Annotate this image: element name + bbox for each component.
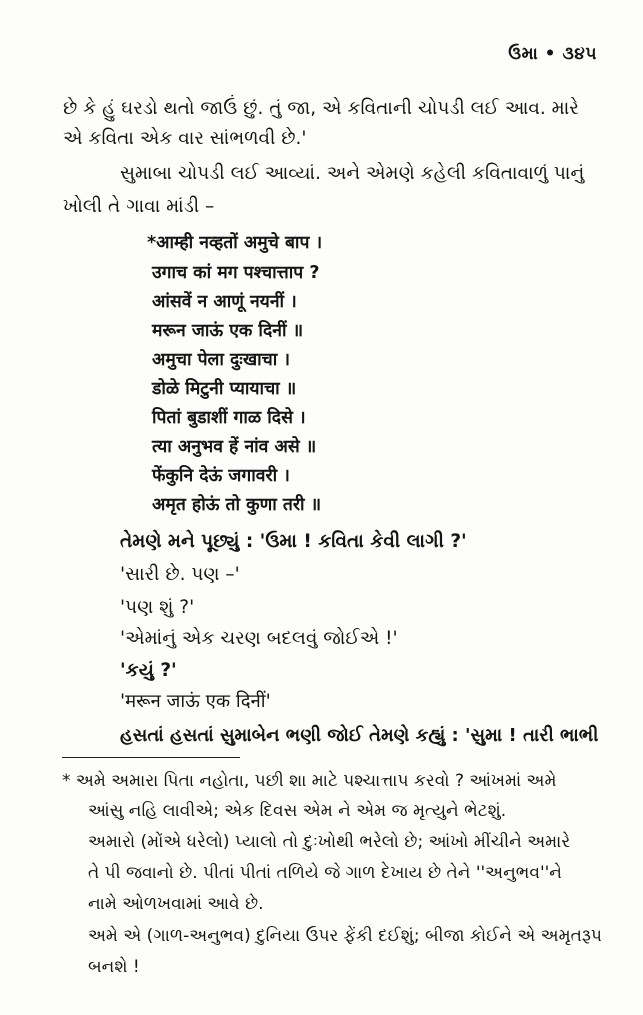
dialogue-line: તેમણે મને પૂછ્યું : 'ઉમા ! કવિતા કેવી લાગી ?' (120, 531, 467, 552)
dialogue-line: 'સારી છે. પણ –' (120, 564, 240, 585)
poem-line: त्या अनुभव हें नांव असे ॥ (152, 437, 317, 457)
footnote-line: અમે એ (ગાળ-અનુભવ) દુનિયા ઉપર ફેંકી દઈશું; બીજા કોઈને એ અમૃતરૂપ (88, 926, 602, 946)
dialogue-line: 'मरून जाऊं एक दिनीं' (120, 691, 271, 712)
poem-line: *आम्ही नव्हतों अमुचे बाप । (147, 233, 323, 253)
footnote-line: તે પી જવાનો છે. પીતાં પીતાં તળિયે જે ગાળ દેખાય છે તેને ''અનુભવ''ને (88, 863, 562, 883)
poem-line: आंसवें न आणूं नयनीं । (152, 292, 297, 312)
poem-line: अमृत होऊं तो कुणा तरी ॥ (152, 495, 322, 515)
footnote-line: નામે ઓળખવામાં આવે છે. (88, 894, 264, 914)
footnote-line: * અમે અમારા પિતા નહોતા, પછી શા માટે પશ્ચાત્તાપ કરવો ? આંખમાં અમે (62, 771, 557, 791)
body-line: સુમાબા ચોપડી લઈ આવ્યાં. અને એમણે કહેલી કવિતાવાળું પાનું (120, 163, 585, 184)
footnote-divider (62, 757, 240, 758)
poem-line: पितां बुडाशीं गाळ दिसे । (152, 408, 306, 428)
dialogue-line: 'પણ શું ?' (120, 597, 195, 618)
poem-line: अमुचा पेला दुःखाचा । (152, 350, 291, 370)
poem-line: मरून जाऊं एक दिनीं ॥ (152, 321, 304, 341)
body-line: ખોલી તે ગાવા માંડી – (63, 196, 215, 217)
running-head: ઉમા • ૩૪૫ (508, 44, 597, 64)
footnote-line: બનશે ! (88, 957, 140, 977)
dialogue-line: હસતાં હસતાં સુમાબેન ભણી જોઈ તેમણે કહ્યું : 'સુમા ! તારી ભાભી (120, 725, 599, 746)
dialogue-line: 'એમાંનું એક ચરણ બદલવું જોઈએ !' (120, 628, 398, 649)
dialogue-line: 'કયું ?' (120, 660, 177, 681)
footnote-line: અમારો (મોંએ ધરેલો) પ્યાલો તો દુઃખોથી ભરેલો છે; આંખો મીંચીને અમારે (88, 832, 571, 852)
poem-line: डोळे मिटुनी प्यायाचा ॥ (152, 379, 297, 399)
footnote-line: આંસુ નહિ લાવીએ; એક દિવસ એમ ને એમ જ મૃત્યુને ભેટશું. (88, 801, 507, 821)
body-line: એ કવિતા એક વાર સાંભળવી છે.' (63, 128, 307, 149)
body-line: છે કે હું ઘરડો થતો જાઉં છું. તું જા, એ કવિતાની ચોપડી લઈ આવ. મારે (63, 98, 579, 119)
poem-line: फेंकुनि देऊं जगावरी । (152, 466, 290, 486)
poem-line: उगाच कां मग पश्चात्ताप ? (152, 263, 320, 283)
